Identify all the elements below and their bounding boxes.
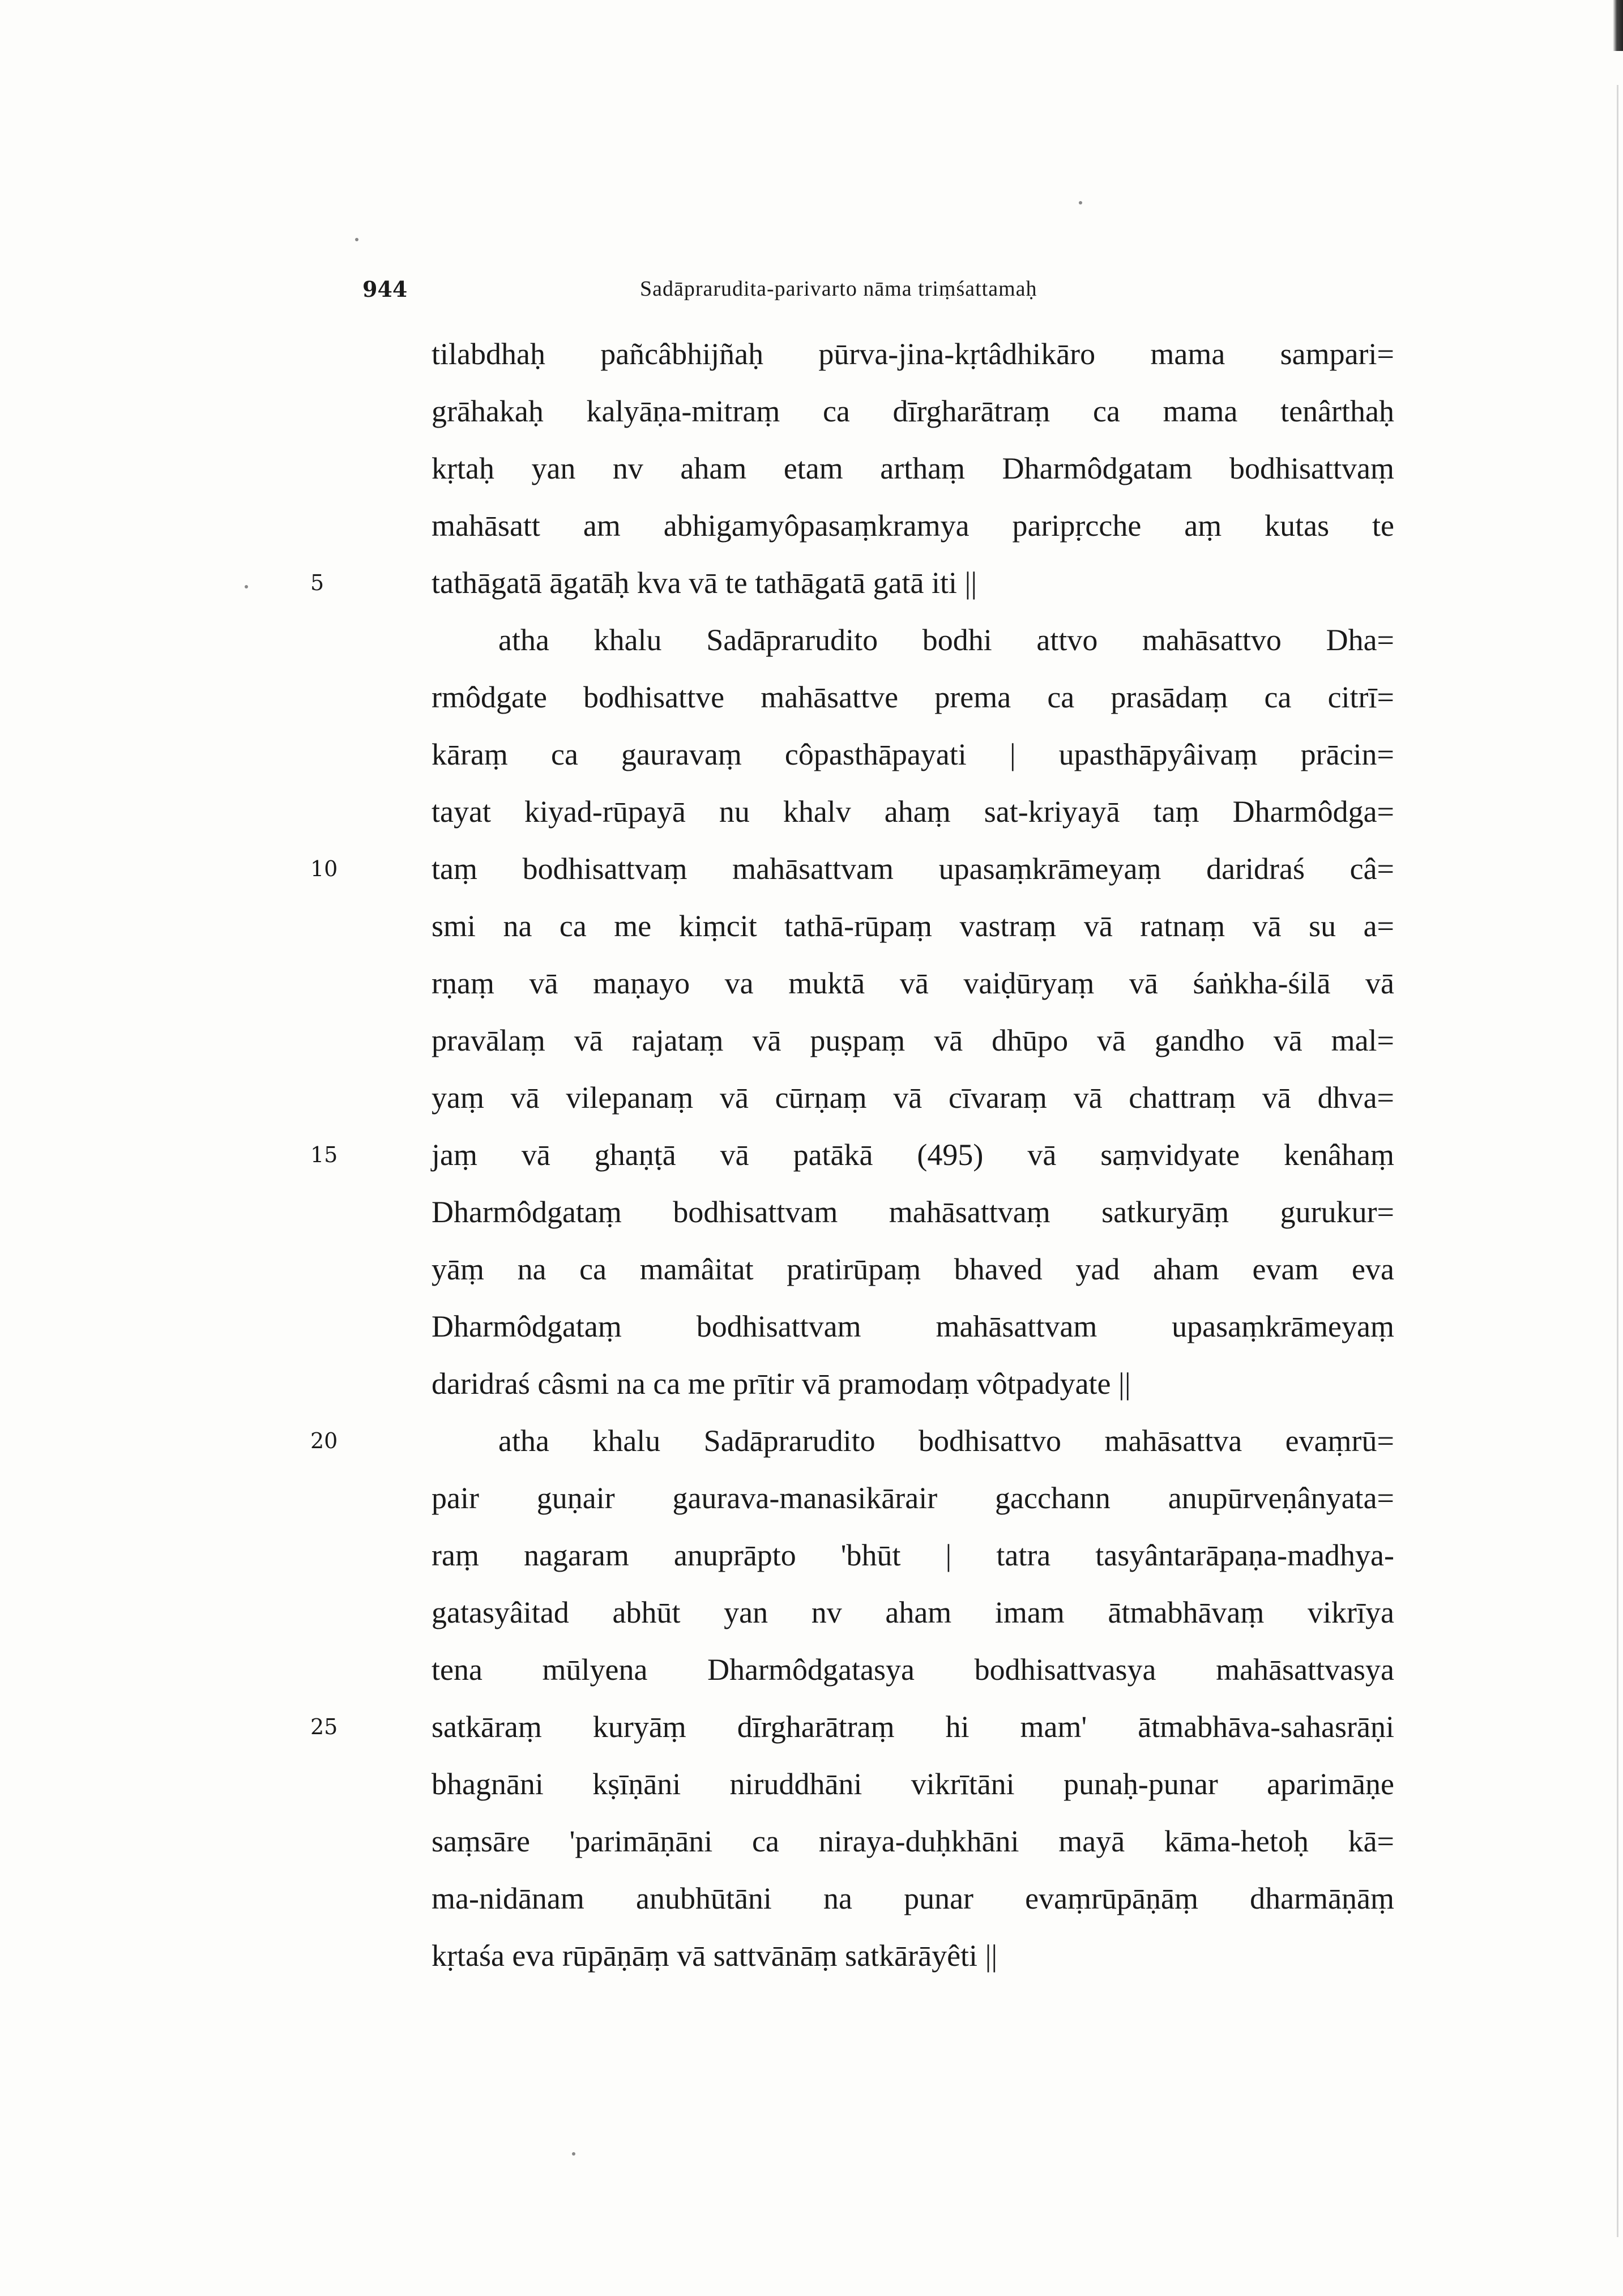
line-number: 5 bbox=[310, 570, 324, 595]
text-line: satkāraṃ kuryāṃ dīrgharātraṃ hi mam' ātmabhāva-sahasrāṇi bbox=[432, 1710, 1394, 1744]
body-text bbox=[432, 326, 1394, 1985]
text-line: yaṃ vā vilepanaṃ vā cūrṇaṃ vā cīvaraṃ vā chattraṃ vā dhva= bbox=[432, 1081, 1394, 1115]
page-header bbox=[362, 276, 1399, 310]
running-title: Sadāprarudita-parivarto nāma triṃśattamaḥ bbox=[640, 277, 1037, 301]
scan-speck bbox=[355, 238, 358, 241]
line-number: 15 bbox=[310, 1142, 338, 1167]
text-line: daridraś câsmi na ca me prītir vā pramodaṃ vôtpadyate || bbox=[432, 1367, 1131, 1401]
page-edge-mark bbox=[1613, 0, 1623, 51]
text-line: jaṃ vā ghaṇṭā vā patākā (495) vā saṃvidyate kenâhaṃ bbox=[432, 1138, 1394, 1172]
text-line: atha khalu Sadāprarudito bodhi attvo mahāsattvo Dha= bbox=[498, 623, 1394, 657]
line-number: 10 bbox=[310, 856, 338, 881]
text-line: pair guṇair gaurava-manasikārair gacchann anupūrveṇânyata= bbox=[432, 1481, 1394, 1515]
text-line: pravālaṃ vā rajataṃ vā puṣpaṃ vā dhūpo vā gandho vā mal= bbox=[432, 1023, 1394, 1057]
text-line: kāraṃ ca gauravaṃ côpasthāpayati | upasthāpyâivaṃ prācin= bbox=[432, 737, 1394, 771]
text-line: raṃ nagaram anuprāpto 'bhūt | tatra tasyântarāpaṇa-madhya- bbox=[432, 1538, 1394, 1572]
text-line: atha khalu Sadāprarudito bodhisattvo mahāsattva evaṃrū= bbox=[498, 1424, 1394, 1458]
text-line: Dharmôdgataṃ bodhisattvam mahāsattvam upasaṃkrāmeyaṃ bbox=[432, 1309, 1394, 1343]
text-line: rmôdgate bodhisattve mahāsattve prema ca prasādaṃ ca citrī= bbox=[432, 680, 1394, 714]
text-line: kṛtaśa eva rūpāṇāṃ vā sattvānāṃ satkārāyêti || bbox=[432, 1939, 998, 1973]
text-line: smi na ca me kiṃcit tathā-rūpaṃ vastraṃ vā ratnaṃ vā su a= bbox=[432, 909, 1394, 943]
text-line: saṃsāre 'parimāṇāni ca niraya-duḥkhāni mayā kāma-hetoḥ kā= bbox=[432, 1824, 1394, 1858]
text-line: kṛtaḥ yan nv aham etam arthaṃ Dharmôdgatam bodhisattvaṃ bbox=[432, 451, 1394, 485]
text-line: tathāgatā āgatāḥ kva vā te tathāgatā gatā iti || bbox=[432, 566, 977, 600]
text-line: taṃ bodhisattvaṃ mahāsattvam upasaṃkrāmeyaṃ daridraś câ= bbox=[432, 852, 1394, 886]
text-line: yāṃ na ca mamâitat pratirūpaṃ bhaved yad aham evam eva bbox=[432, 1252, 1394, 1286]
page-number: 944 bbox=[362, 276, 408, 302]
page-edge-line bbox=[1617, 85, 1618, 2237]
text-line: grāhakaḥ kalyāṇa-mitraṃ ca dīrgharātraṃ ca mama tenârthaḥ bbox=[432, 394, 1394, 428]
text-line: mahāsatt am abhigamyôpasaṃkramya paripṛcche aṃ kutas te bbox=[432, 509, 1394, 543]
scan-speck bbox=[572, 2152, 575, 2156]
line-number: 20 bbox=[310, 1428, 338, 1453]
text-line: rṇaṃ vā maṇayo va muktā vā vaiḍūryaṃ vā śaṅkha-śilā vā bbox=[432, 966, 1394, 1000]
scan-speck bbox=[245, 585, 248, 588]
text-line: ma-nidānam anubhūtāni na punar evaṃrūpāṇāṃ dharmāṇāṃ bbox=[432, 1881, 1394, 1915]
scan-speck bbox=[1079, 201, 1082, 204]
text-line: Dharmôdgataṃ bodhisattvam mahāsattvaṃ satkuryāṃ gurukur= bbox=[432, 1195, 1394, 1229]
text-line: tena mūlyena Dharmôdgatasya bodhisattvasya mahāsattvasya bbox=[432, 1653, 1394, 1687]
text-line: bhagnāni kṣīṇāni niruddhāni vikrītāni punaḥ-punar aparimāṇe bbox=[432, 1767, 1394, 1801]
text-line: tayat kiyad-rūpayā nu khalv ahaṃ sat-kriyayā taṃ Dharmôdga= bbox=[432, 795, 1394, 829]
line-number: 25 bbox=[310, 1714, 338, 1739]
text-line: gatasyâitad abhūt yan nv aham imam ātmabhāvaṃ vikrīya bbox=[432, 1595, 1394, 1629]
text-line: tilabdhaḥ pañcâbhijñaḥ pūrva-jina-kṛtâdhikāro mama sampari= bbox=[432, 337, 1394, 371]
